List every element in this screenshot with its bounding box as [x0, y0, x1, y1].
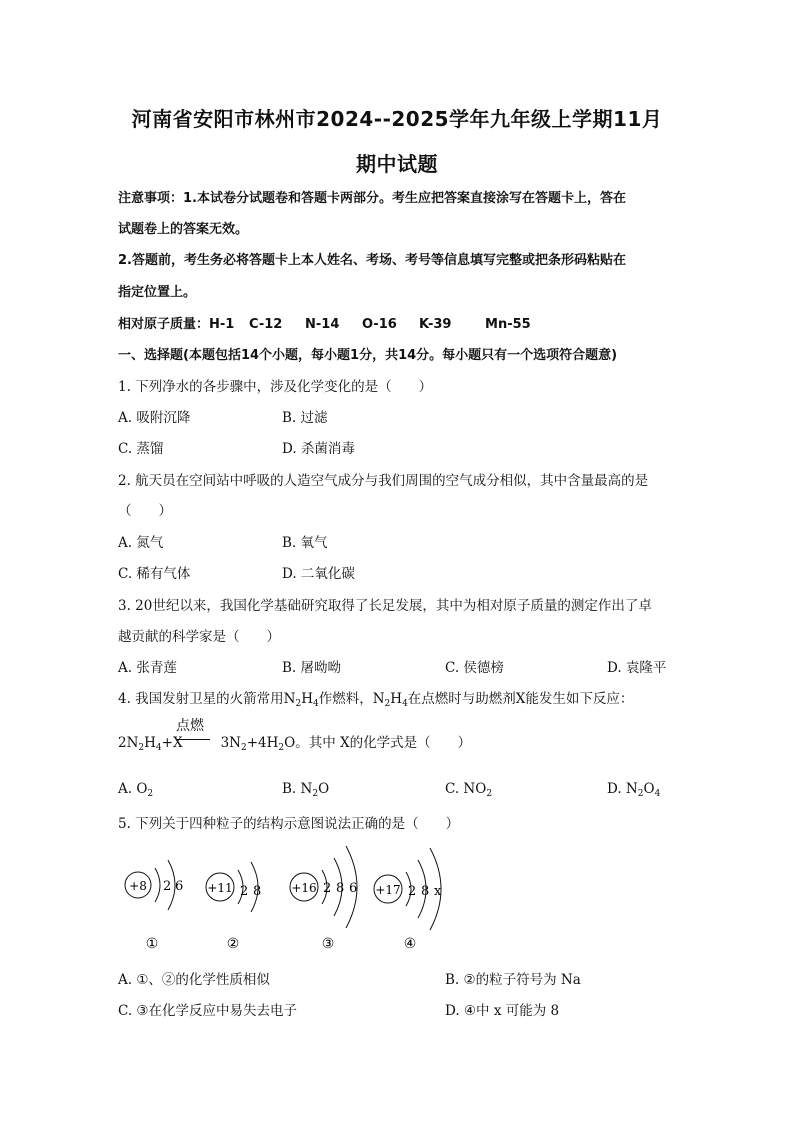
- q4-stem-mid: 作燃料，: [318, 691, 373, 707]
- q3-option-d: D. 袁隆平: [607, 660, 667, 676]
- q4-equation: $2N_2H_4+X$ $3N_2+4H_2O$。其中 X的化学式是（ ）: [118, 735, 472, 753]
- q1-stem: 1. 下列净水的各步骤中，涉及化学变化的是（ ）: [118, 379, 433, 395]
- notice-label: 注意事项：: [118, 191, 184, 206]
- particle-structure-diagrams: [110, 840, 470, 960]
- q5-option-d: D. ④中 x 可能为 8: [445, 1003, 560, 1019]
- q3-stem-a: 3. 20世纪以来，我国化学基础研究取得了长足发展，其中为相对原子质量的测定作出了卓: [118, 598, 652, 614]
- q2-option-a: A. 氮气: [118, 535, 164, 551]
- q2-option-b: B. 氧气: [282, 535, 328, 551]
- section-heading: 一、选择题(本题包括14个小题，每小题1分，共14分。每小题只有一个选项符合题意): [118, 348, 618, 363]
- q2-option-c: C. 稀有气体: [118, 566, 191, 582]
- particle-3-shell-3-count: 6: [349, 881, 358, 896]
- notice-line1: [118, 187, 626, 206]
- particle-2-shell-1-count: 2: [240, 884, 249, 899]
- particle-3-shell-2-count: 8: [336, 881, 345, 896]
- particle-1-charge: +8: [129, 879, 147, 893]
- q5-stem: 5. 下列关于四种粒子的结构示意图说法正确的是（ ）: [118, 816, 460, 832]
- particle-4-shell-3-count: x: [434, 884, 442, 899]
- particle-4-shell-2-count: 8: [421, 884, 430, 899]
- q3-stem-b: 越贡献的科学家是（ ）: [118, 629, 280, 645]
- q4-option-d: D. $N_2O_4$: [607, 781, 661, 799]
- particle-4-charge: +17: [375, 883, 401, 897]
- q4-option-a: A. $O_2$: [118, 781, 154, 799]
- q4-stem: 4. 我国发射卫星的火箭常用$N_2H_4$作燃料，$N_2H_4$在点燃时与助燃剂X能发生如下反应：: [118, 691, 634, 709]
- q1-option-b: B. 过滤: [282, 410, 328, 426]
- particle-1-shell-2-count: 6: [175, 879, 184, 894]
- q4-eq-right: 。其中 X的化学式是（ ）: [295, 735, 472, 751]
- mass-n: N-14: [305, 317, 340, 332]
- q1-option-a: A. 吸附沉降: [118, 410, 191, 426]
- particle-4-diagram: [374, 848, 442, 952]
- particle-2-label: ②: [226, 936, 240, 952]
- particle-3-diagram: [290, 846, 357, 952]
- particle-1-label: ①: [145, 936, 159, 952]
- atomic-mass-line: [118, 313, 531, 332]
- particle-2-charge: +11: [207, 881, 233, 895]
- q3-option-c: C. 侯德榜: [445, 660, 504, 676]
- mass-o: O-16: [362, 317, 397, 332]
- particle-2-diagram: [206, 862, 261, 952]
- notice-item1-b: 试题卷上的答案无效。: [118, 222, 249, 237]
- particle-3-charge: +16: [291, 881, 317, 895]
- q4-stem-pre: 4. 我国发射卫星的火箭常用: [118, 691, 284, 707]
- q4-reaction-condition: 点燃: [176, 718, 204, 734]
- mass-k: K-39: [419, 317, 452, 332]
- particle-1-shell-1: [155, 868, 160, 902]
- q1-option-c: C. 蒸馏: [118, 441, 164, 457]
- notice-item2-b: 指定位置上。: [118, 285, 197, 300]
- particle-3-shell-1-count: 2: [323, 881, 332, 896]
- q3-option-a: A. 张青莲: [118, 660, 177, 676]
- q1-option-d: D. 杀菌消毒: [282, 441, 355, 457]
- q4-option-b: B. $N_2O$: [282, 781, 330, 799]
- q4-eq-left: +X: [161, 735, 183, 751]
- particle-1-diagram: [125, 860, 183, 952]
- q4-option-c: C. $NO_2$: [445, 781, 493, 799]
- page-title-line1: 河南省安阳市林州市2024--2025学年九年级上学期11月: [131, 107, 663, 131]
- particle-3-label: ③: [321, 936, 335, 952]
- particle-2-shell-2-count: 8: [253, 884, 262, 899]
- particle-4-shell-1-count: 2: [408, 884, 417, 899]
- q3-option-b: B. 屠呦呦: [282, 660, 342, 676]
- atomic-mass-label: 相对原子质量：: [118, 317, 210, 332]
- q5-option-c: C. ③在化学反应中易失去电子: [118, 1003, 298, 1019]
- page-title-line2: 期中试题: [356, 152, 438, 176]
- q4-stem-post: 在点燃时与助燃剂X能发生如下反应：: [407, 691, 634, 707]
- mass-mn: Mn-55: [485, 317, 531, 332]
- q2-stem-a: 2. 航天员在空间站中呼吸的人造空气成分与我们周围的空气成分相似，其中含量最高的是: [118, 473, 649, 489]
- q5-option-b: B. ②的粒子符号为 Na: [445, 972, 581, 988]
- q5-option-a: A. ①、②的化学性质相似: [118, 972, 270, 988]
- notice-item2-a: 2.答题前，考生务必将答题卡上本人姓名、考场、考号等信息填写完整或把条形码粘贴在: [118, 253, 626, 268]
- mass-c: C-12: [249, 317, 283, 332]
- q2-option-d: D. 二氧化碳: [282, 566, 355, 582]
- notice-item1-a: 1.本试卷分试题卷和答题卡两部分。考生应把答案直接涂写在答题卡上，答在: [183, 191, 626, 206]
- particle-4-label: ④: [403, 936, 417, 952]
- particle-1-shell-1-count: 2: [163, 879, 172, 894]
- q2-stem-b: （ ）: [118, 503, 172, 519]
- mass-h: H-1: [209, 317, 235, 332]
